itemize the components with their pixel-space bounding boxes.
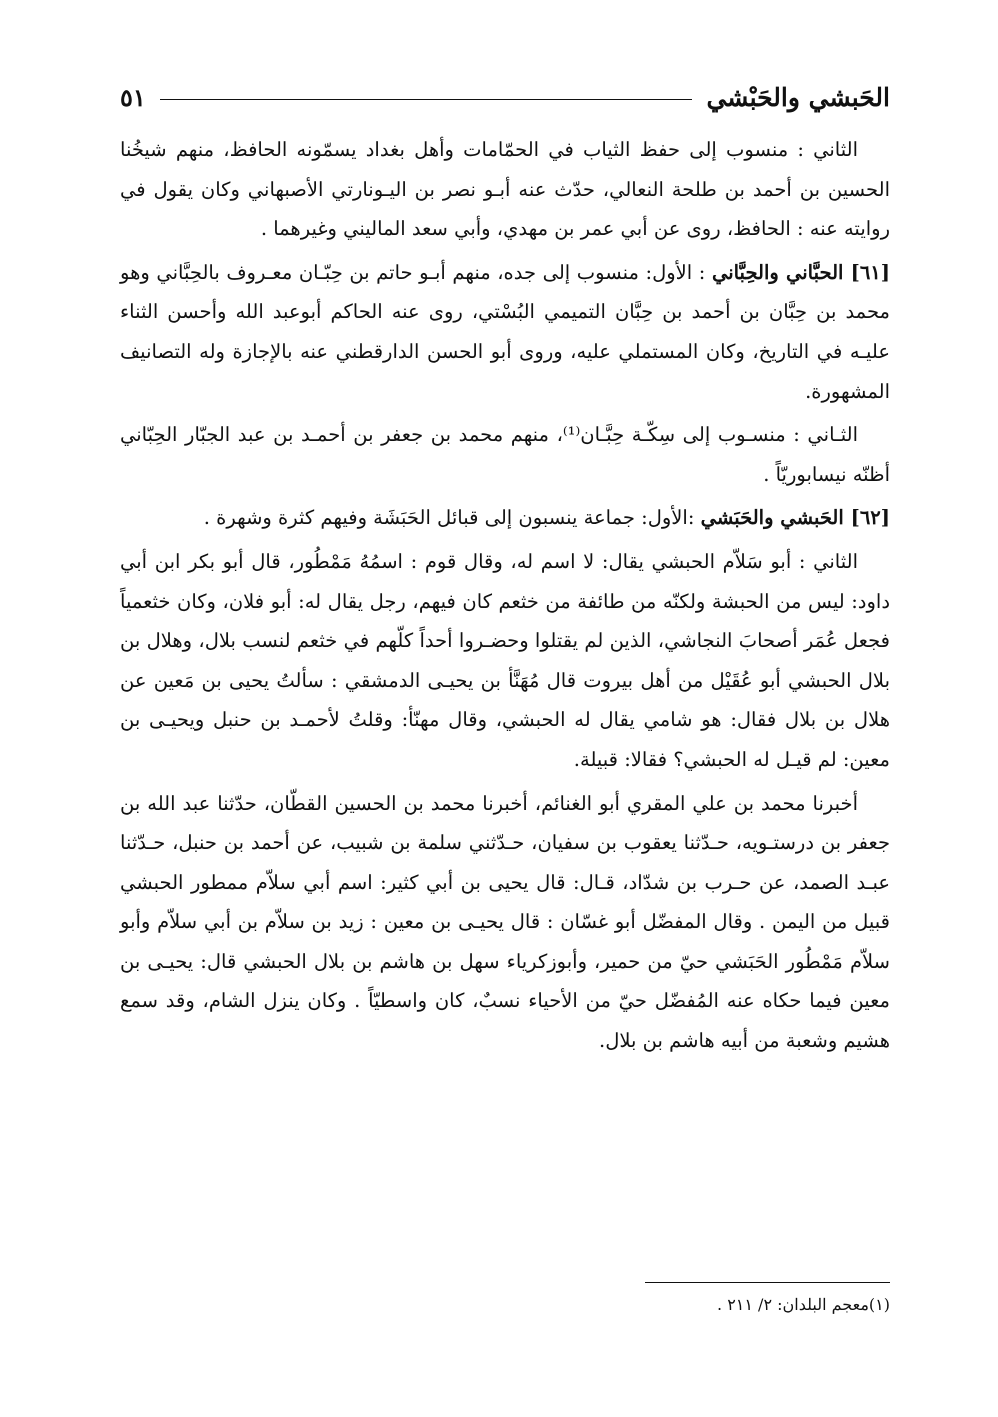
entry-heading: [٦٢] الحَبشي والحَبَشي: [700, 506, 890, 530]
paragraph-text: الثاني : أبو سَلاّم الحبشي يقال: لا اسم له، وقال قوم : اسمُهُ مَمْطُور، قال أبو بكر ابن أبي داود: ليس من الحبشة ولكنّه من طائفة من خثعم كان فيهم، رجل يقال له: أبو فلان، وكان خثعمياً فجعل عُمَر أصحابَ النجاشي، الذين لم يقتلوا وحضـروا أحداً كلّهم في خثعم لنسب بلال، وهلال بن بلال الحبشي أبو عُقَيْل من أهل بيروت قال مُهَنَّأ بن يحيـى الدمشقي : سألتُ يحيى بن مَعين عن هلال بن بلال فقال: هو شامي يقال له الحبشي، وقال مهنّأ: وقلتُ لأحمـد بن حنبل ويحيـى بن معين: لم قيـل له الحبشي؟ فقالا: قبيلة.: [120, 549, 890, 771]
paragraph-text: الثاني : منسوب إلى حفظ الثياب في الحمّامات وأهل بغداد يسمّونه الحافظ، منهم شيخُنا الحسين بن أحمد بن طلحة النعالي، حدّث عنه أبـو نصر بن اليـونارتي الأصبهاني وكان يقول في روايته عنه : الحافظ، روى عن أبي عمر بن مهدي، وأبي سعد الماليني وغيرهما .: [120, 138, 890, 241]
paragraph-text: أخبرنا محمد بن علي المقري أبو الغنائم، أخبرنا محمد بن الحسين القطّان، حدّثنا عبد الله بن جعفر بن درستـويه، حـدّثنا يعقوب بن سفيان، حـدّثني سلمة بن شبيب، عن أحمد بن حنبل، حـدّثنا عبـد الصمد، عن حـرب بن شدّاد، قـال: قال يحيى بن أبي كثير: اسم أبي سلاّم ممطور الحبشي قبيل من اليمن . وقال المفضّل أبو غسّان : قال يحيـى بن معين : زيد بن سلاّم بن أبي سلاّم وأبو سلاّم مَمْطُور الحَبَشي حيّ من حمير، وأبوزكرياء سهل بن هاشم بن بلال الحبشي قال: يحيـى بن معين فيما حكاه عنه المُفضّل حيّ من الأحياء نسبٌ، كان واسطيّاً . وكان ينزل الشام، وقد سمع هشيم وشعبة من أبيه هاشم بن بلال.: [120, 791, 890, 1053]
paragraph: [120, 130, 890, 249]
footnote: (١)معجم البلدان: ٢/ ٢١١ .: [717, 1295, 890, 1314]
entry-paragraph: [120, 253, 890, 411]
running-header: [120, 80, 890, 114]
page-number: ٥١: [120, 82, 146, 112]
paragraph-text: الثـاني : منسـوب إلى سِكّـة حِبَّـان⁽¹⁾، منهم محمد بن جعفر بن أحمـد بن عبد الجبّار الحِبّاني أظنّه نيسابوريّاً .: [120, 423, 890, 486]
paragraph: [120, 415, 890, 494]
paragraph: [120, 784, 890, 1061]
book-page: [120, 62, 890, 1362]
paragraph-text: :الأول: جماعة ينسبون إلى قبائل الحَبَشَة وفيهم كثرة وشهرة .: [203, 506, 695, 530]
running-header-title: الحَبشي والحَبْشي: [706, 82, 890, 112]
header-rule: [160, 99, 693, 100]
footnote-rule: [645, 1282, 890, 1283]
entry-heading: [٦١] الحبَّاني والحِبَّاني: [711, 260, 890, 284]
paragraph-text: : الأول: منسوب إلى جده، منهم أبـو حاتم بن حِبّـان معـروف بالحِبَّاني وهو محمد بن حِبَّان بن أحمد بن حِبَّان التميمي البُسْتي، روى عنه الحاكم أبوعبد الله وأحسن الثناء عليـه في التاريخ، وكان المستملي عليه، وروى أبو الحسن الدارقطني عنه بالإجازة وله التصانيف المشهورة.: [120, 260, 890, 403]
paragraph: [120, 542, 890, 780]
body-text: [120, 130, 890, 1065]
entry-paragraph: [120, 498, 890, 538]
